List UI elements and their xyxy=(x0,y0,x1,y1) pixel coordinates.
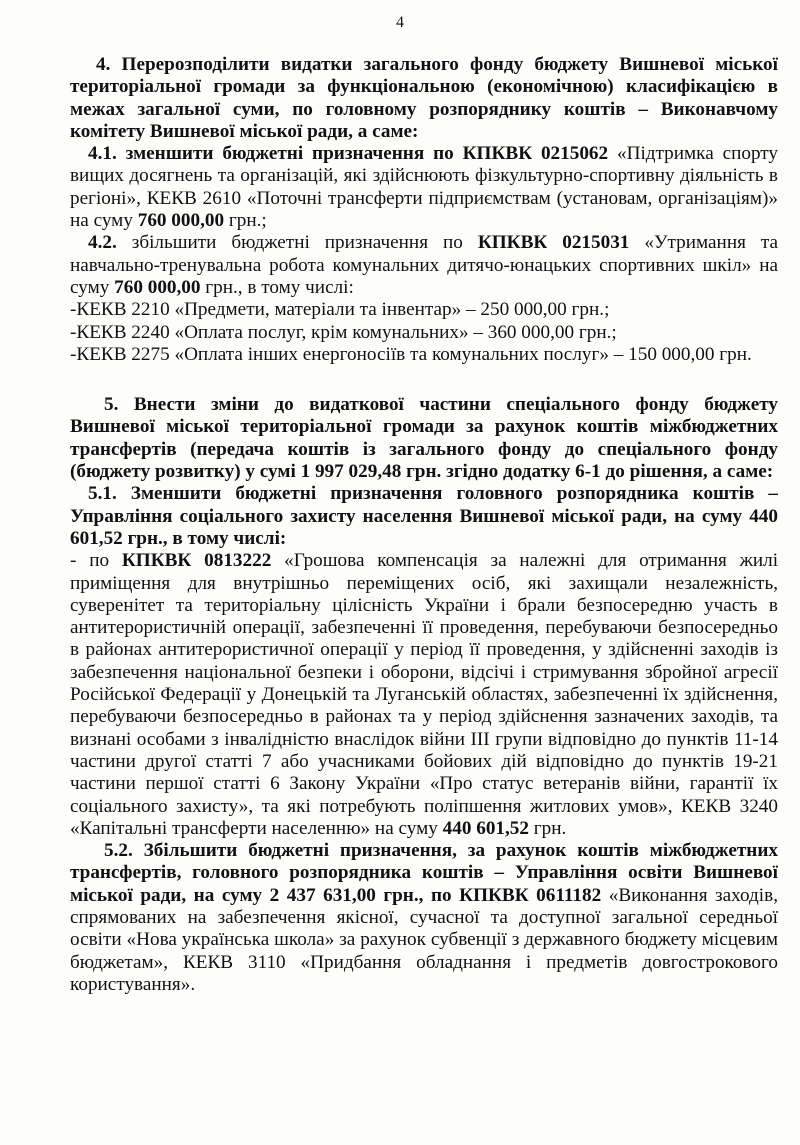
paragraph-4-1-tail: грн.; xyxy=(228,210,267,232)
paragraph-4-2-text: «Утримання та навчально-тренувальна робота комунальних дитячо-юнацьких спортивних шкіл» на суму xyxy=(70,232,779,298)
paragraph-4-1-amount: 760 000,00 xyxy=(137,210,225,232)
paragraph-5-1-text: «Грошова компенсація за належні для отримання жилі приміщення для внутрішньо переміщених осіб, які захищали незалежність, суверенітет та територіальну цілісність України і брали безпосередню участь в антитерористичній операції, забезпеченні її проведення, перебуваючи безпосередньо в районах антитерористичної операції у період її проведення, у здійсненні заходів із забезпечення національної безпеки і оборони, відсічі і стримування збройної агресії Російської Федерації у Донецькій та Луганській областях, забезпеченні їх здійснення, перебуваючи безпосередньо в районах та у період здійснення зазначених заходів, та визнані особами з інвалідністю внаслідок війни ІІІ групи відповідно до пунктів 11-14 частини другої статті 7 або учасниками бойових дій відповідно до пунктів 19-21 частини першої статті 6 Закону України «Про статус ветеранів війни, гарантії їх соціального захисту», та які потребують поліпшення житлових умов», КЕКВ 3240 «Капітальні трансферти населенню» на суму xyxy=(70,550,779,839)
paragraph-5-2-text: «Виконання заходів, спрямованих на забезпечення якісної, сучасної та доступної загальної середньої освіти «Нова українська школа» за рахунок субвенції з державного бюджету місцевим бюджетам», КЕКВ 3110 «Придбання обладнання і предметів довгострокового користування». xyxy=(70,884,778,995)
paragraph-4-2-number: 4.2. xyxy=(88,232,117,254)
list-item-kekv-2275: -КЕКВ 2275 «Оплата інших енергоносіїв та комунальних послуг» – 150 000,00 грн. xyxy=(70,343,752,365)
paragraph-4-2-verb: збільшити бюджетні призначення по xyxy=(131,232,463,254)
paragraph-4-1-number: 4.1. xyxy=(88,143,117,165)
section-5-heading: 5. Внести зміни до видаткової частини спеціального фонду бюджету Вишневої міської територіальної громади за рахунок коштів міжбюджетних трансфертів (передача коштів із загального фонду до спеціального фонду (бюджету розвитку) у сумі 1 997 029,48 грн. згідно додатку 6-1 до рішення, а саме: xyxy=(70,394,778,483)
paragraph-4-2-code: КПКВК 0215031 xyxy=(477,232,630,254)
paragraph-4-2-tail: грн., в тому числі: xyxy=(205,276,354,298)
paragraph-5-1-item xyxy=(70,550,778,840)
paragraph-5-1-tail: грн. xyxy=(533,817,567,839)
paragraph-4-1-text: «Підтримка спорту вищих досягнень та організацій, які здійснюють фізкультурно-спортивну діяльність в регіоні», КЕКВ 2610 «Поточні трансферти підприємствам (установам, організаціям)» на суму xyxy=(70,143,779,232)
section-4-heading: 4. Перерозподілити видатки загального фонду бюджету Вишневої міської територіальної громади за функціональною (економічною) класифікацією в межах загальної суми, по головному розпоряднику коштів – Виконавчому комітету Вишневої міської ради, а саме: xyxy=(70,54,778,142)
paragraph-4-1-verb: зменшити бюджетні призначення по xyxy=(125,143,454,165)
paragraph-4-2 xyxy=(70,232,778,299)
paragraph-5-2 xyxy=(70,840,778,996)
paragraph-4-2-amount: 760 000,00 xyxy=(114,276,201,298)
paragraph-5-1-prefix: - по xyxy=(70,550,110,572)
list-item-kekv-2210: -КЕКВ 2210 «Предмети, матеріали та інвентар» – 250 000,00 грн.; xyxy=(70,299,610,321)
paragraph-4-1-code: КПКВК 0215062 xyxy=(462,143,609,165)
paragraph-5-1-heading: 5.1. Зменшити бюджетні призначення головного розпорядника коштів – Управління соціального захисту населення Вишневої міської ради, на суму 440 601,52 грн., в тому числі: xyxy=(70,483,778,549)
paragraph-5-1-amount: 440 601,52 xyxy=(442,817,529,839)
page-number: 4 xyxy=(396,14,404,31)
section-spacer xyxy=(70,366,778,394)
paragraph-4-1 xyxy=(70,143,778,232)
paragraph-5-1-code: КПКВК 0813222 xyxy=(121,550,272,572)
paragraph-5-2-heading: 5.2. Збільшити бюджетні призначення, за рахунок коштів міжбюджетних трансфертів, головного розпорядника коштів – Управління освіти Вишневої міської ради, на суму 2 437 631,00 грн., по КПКВК 0611182 xyxy=(70,840,778,906)
list-item-kekv-2240: -КЕКВ 2240 «Оплата послуг, крім комунальних» – 360 000,00 грн.; xyxy=(70,321,617,343)
document-body xyxy=(70,54,778,996)
